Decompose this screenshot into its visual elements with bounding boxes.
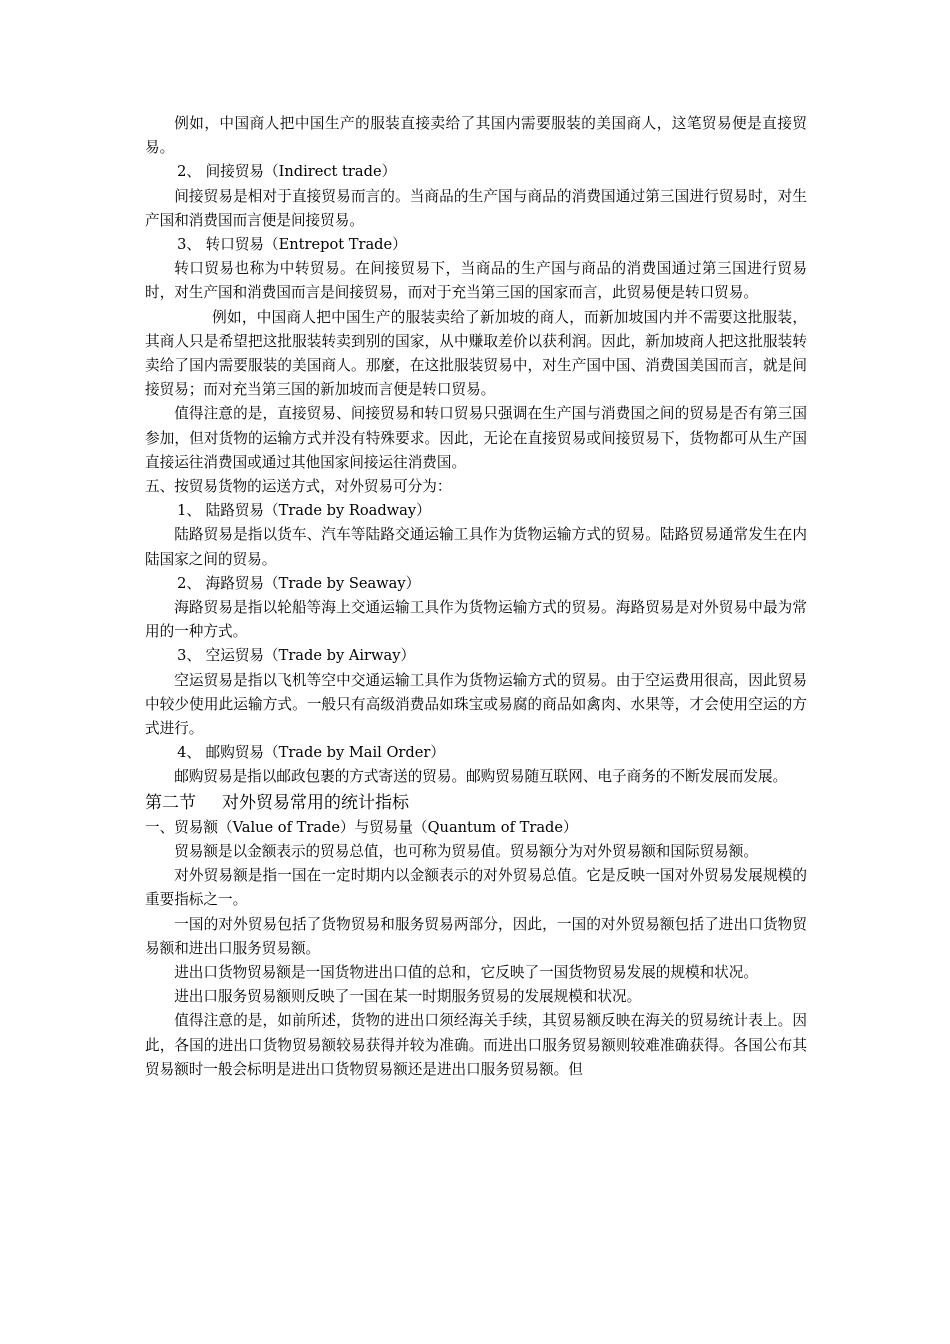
subheading: 1、 陆路贸易（Trade by Roadway） (177, 502, 431, 520)
document-page (145, 112, 807, 1082)
section-number: 第二节 (145, 792, 196, 813)
paragraph: 间接贸易是相对于直接贸易而言的。当商品的生产国与商品的消费国通过第三国进行贸易时，对生产国和消费国而言便是间接贸易。 (145, 187, 807, 229)
paragraph: 陆路贸易是指以货车、汽车等陆路交通运输工具作为货物运输方式的贸易。陆路贸易通常发生在内陆国家之间的贸易。 (145, 526, 807, 568)
subheading: 3、 转口贸易（Entrepot Trade） (177, 236, 407, 254)
subheading: 4、 邮购贸易（Trade by Mail Order） (177, 744, 445, 762)
paragraph: 海路贸易是指以轮船等海上交通运输工具作为货物运输方式的贸易。海路贸易是对外贸易中最为常用的一种方式。 (145, 599, 807, 641)
paragraph: 一国的对外贸易包括了货物贸易和服务贸易两部分，因此，一国的对外贸易额包括了进出口货物贸易额和进出口服务贸易额。 (145, 915, 807, 957)
text-block-trade-types (145, 112, 807, 790)
paragraph: 进出口货物贸易额是一国货物进出口值的总和，它反映了一国货物贸易发展的规模和状况。 (174, 963, 758, 981)
paragraph: 进出口服务贸易额则反映了一国在某一时期服务贸易的发展规模和状况。 (174, 988, 642, 1006)
subheading: 五、按贸易货物的运送方式，对外贸易可分为： (145, 478, 452, 496)
section-title: 对外贸易常用的统计指标 (222, 792, 409, 813)
subheading: 3、 空运贸易（Trade by Airway） (177, 647, 416, 665)
subheading: 一、贸易额（Value of Trade）与贸易量（Quantum of Trade） (145, 818, 578, 836)
paragraph: 邮购贸易是指以邮政包裹的方式寄送的贸易。邮购贸易随互联网、电子商务的不断发展而发展。 (174, 768, 788, 786)
subheading: 2、 海路贸易（Trade by Seaway） (177, 574, 421, 592)
paragraph: 对外贸易额是指一国在一定时期内以金额表示的对外贸易总值。它是反映一国对外贸易发展规模的重要指标之一。 (145, 867, 807, 909)
text-block-statistics (145, 816, 807, 1082)
section-heading (145, 790, 807, 816)
paragraph: 贸易额是以金额表示的贸易总值，也可称为贸易值。贸易额分为对外贸易额和国际贸易额。 (174, 842, 758, 860)
paragraph: 值得注意的是，如前所述，货物的进出口须经海关手续，其贸易额反映在海关的贸易统计表上。因此，各国的进出口货物贸易额较易获得并较为准确。而进出口服务贸易额则较难准确获得。各国公布其贸易额时一般会标明是进出口货物贸易额还是进出口服务贸易额。但 (145, 1012, 807, 1078)
subheading: 2、 间接贸易（Indirect trade） (177, 163, 397, 181)
paragraph: 转口贸易也称为中转贸易。在间接贸易下，当商品的生产国与商品的消费国通过第三国进行贸易时，对生产国和消费国而言是间接贸易，而对于充当第三国的国家而言，此贸易便是转口贸易。 (145, 260, 807, 302)
paragraph: 例如，中国商人把中国生产的服装卖给了新加坡的商人，而新加坡国内并不需要这批服装，其商人只是希望把这批服装转卖到别的国家，从中赚取差价以获利润。因此，新加坡商人把这批服装转卖给了国内需要服装的美国商人。那麼，在这批服装贸易中，对生产国中国、消费国美国而言，就是间接贸易；而对充当第三国的新加坡而言便是转口贸易。 (145, 308, 807, 399)
paragraph: 值得注意的是，直接贸易、间接贸易和转口贸易只强调在生产国与消费国之间的贸易是否有第三国参加，但对货物的运输方式并没有特殊要求。因此，无论在直接贸易或间接贸易下，货物都可从生产国直接运往消费国或通过其他国家间接运往消费国。 (145, 405, 807, 471)
paragraph: 例如，中国商人把中国生产的服装直接卖给了其国内需要服装的美国商人，这笔贸易便是直接贸易。 (145, 115, 807, 157)
paragraph: 空运贸易是指以飞机等空中交通运输工具作为货物运输方式的贸易。由于空运费用很高，因此贸易中较少使用此运输方式。一般只有高级消费品如珠宝或易腐的商品如禽肉、水果等，才会使用空运的方式进行。 (145, 671, 807, 738)
